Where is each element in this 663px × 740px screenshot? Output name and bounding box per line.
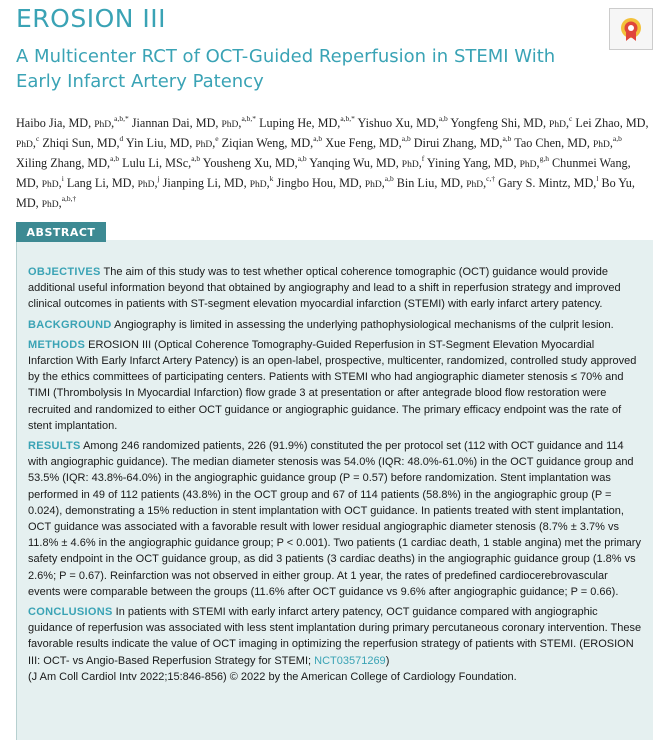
methods-text: EROSION III (Optical Coherence Tomography-Guided Reperfusion in ST-Segment Elevation Myocardial Infarction With Early Infarct Artery Patency) is an open-label, prospective, multicenter, randomized, controlled study approved by the ethics committees of participating centers. Patients with STEMI who had angiographic diameter stenosis ≤ 70% and TIMI (Thrombolysis In Myocardial Infarction) flow grade 3 at presentation or after antegrade blood flow restoration were recruited and randomized to either OCT guidance or angiographic guidance. The primary efficacy endpoint was the rate of stent implantation. — [28, 338, 637, 432]
author-name: Yining Yang, MD, PhD,$^{g,h}$ — [426, 154, 549, 170]
objectives-heading: OBJECTIVES — [28, 266, 101, 278]
author-name: Bo Yu, MD, PhD,$^{a,b,\dagger}$ — [16, 176, 635, 210]
conclusions-heading: CONCLUSIONS — [28, 606, 113, 619]
author-name: Yousheng Xu, MD,$^{a,b}$ — [202, 154, 307, 170]
methods-heading: METHODS — [28, 338, 86, 351]
objectives-paragraph — [28, 264, 642, 313]
author-name: Jianping Li, MD, PhD,$^k$ — [162, 174, 274, 190]
methods-paragraph — [28, 337, 642, 434]
author-name: Xiling Zhang, MD,$^{a,b}$ — [16, 154, 120, 170]
author-name: Gary S. Mintz, MD,$^l$ — [498, 174, 599, 190]
results-text: Among 246 randomized patients, 226 (91.9%) constituted the per protocol set (112 with OCT guidance and 114 with angiographic guidance). The median diameter stenosis was 54.0% (IQR: 48.0%-61.0%) in the OCT guidance group and 53.5% (IQR: 43.8%-64.0%) in the angiographic guidance group (P = 0.57) before randomization. Stent implantation was performed in 49 of 112 patients (43.8%) in the OCT group and 67 of 114 patients (58.8%) in the angiographic group (P = 0.024), demonstrating a 15% reduction in stent implantation with OCT guidance. In patients treated with stent implantation, OCT guidance was associated with a favorable result with lower residual angiographic diameter stenosis (8.7% ± 3.7% vs 11.8% ± 4.6% in the angiographic guidance group; P < 0.001). Two patients (1 cardiac death, 1 stable angina) met the primary safety endpoint in the OCT guidance group, as did 3 patients (3 cardiac deaths) in the angiographic guidance group (1.8% vs 2.6%; P = 0.67). Reinfarction was not observed in either group. At 1 year, the rates of predefined cardiocerebrovascular events were comparable between the groups (11.6% after OCT guidance vs 9.6% after angiographic guidance; P = 0.66). — [28, 440, 641, 598]
author-name: Jiannan Dai, MD, PhD,$^{a,b,*}$ — [131, 114, 257, 130]
author-list — [16, 114, 656, 214]
author-name: Lang Li, MD, PhD,$^j$ — [66, 174, 160, 190]
objectives-text: The aim of this study was to test whether optical coherence tomographic (OCT) guidance would provide additional useful information beyond that obtained by angiography and lead to a shift in reperfusion strategy and improved clinical outcomes in patients with ST-segment elevation myocardial infarction (STEMI) with early infarct artery patency. — [28, 266, 621, 311]
article-title: EROSION III — [16, 4, 167, 33]
bookmark-badge[interactable] — [609, 8, 653, 50]
background-paragraph — [28, 317, 642, 333]
author-name: Yanqing Wu, MD, PhD,$^f$ — [309, 154, 425, 170]
author-name: Luping He, MD,$^{a,b,*}$ — [259, 114, 355, 130]
abstract-body — [28, 264, 642, 685]
author-name: Chunmei Wang, MD, PhD,$^i$ — [16, 156, 631, 190]
author-name: Haibo Jia, MD, PhD,$^{a,b,*}$ — [16, 114, 129, 130]
bookmark-ribbon-icon — [618, 16, 644, 42]
author-name: Ziqian Weng, MD,$^{a,b}$ — [221, 134, 323, 150]
conclusions-text: In patients with STEMI with early infarct artery patency, OCT guidance compared with angiographic guidance of reperfusion was associated with less stent implantation during primary percutaneous coronary intervention. These favorable results indicate the value of OCT imaging in optimizing the reperfusion strategy of patients with STEMI. (EROSION III: OCT- vs Angio-Based Reperfusion Strategy for STEMI; — [28, 606, 642, 667]
author-name: Lulu Li, MSc,$^{a,b}$ — [122, 154, 201, 170]
background-heading: BACKGROUND — [28, 318, 112, 331]
background-text: Angiography is limited in assessing the underlying pathophysiological mechanisms of the culprit lesion. — [114, 318, 614, 331]
author-name: Yin Liu, MD, PhD,$^e$ — [125, 134, 219, 150]
author-name: Jingbo Hou, MD, PhD,$^{a,b}$ — [276, 174, 394, 190]
results-paragraph — [28, 438, 642, 600]
author-name: Yongfeng Shi, MD, PhD,$^c$ — [450, 114, 573, 130]
author-name: Lei Zhao, MD, PhD,$^c$ — [16, 116, 649, 150]
trial-registry-link[interactable]: NCT03571269 — [314, 654, 386, 667]
results-heading: RESULTS — [28, 440, 81, 453]
conclusions-close: ) — [385, 654, 390, 667]
author-name: Bin Liu, MD, PhD,$^{c,\dagger}$ — [396, 174, 496, 190]
author-name: Zhiqi Sun, MD,$^d$ — [42, 134, 124, 150]
author-name: Xue Feng, MD,$^{a,b}$ — [325, 134, 411, 150]
article-subtitle: A Multicenter RCT of OCT-Guided Reperfusion in STEMI With Early Infarct Artery Patency — [16, 46, 556, 92]
author-name: Tao Chen, MD, PhD,$^{a,b}$ — [514, 134, 622, 150]
abstract-label: ABSTRACT — [16, 222, 106, 242]
author-name: Dirui Zhang, MD,$^{a,b}$ — [413, 134, 512, 150]
author-name: Yishuo Xu, MD,$^{a,b}$ — [357, 114, 448, 130]
conclusions-paragraph — [28, 604, 642, 669]
citation-line: (J Am Coll Cardiol Intv 2022;15:846-856) © 2022 by the American College of Cardiology Foundation. — [28, 670, 517, 683]
